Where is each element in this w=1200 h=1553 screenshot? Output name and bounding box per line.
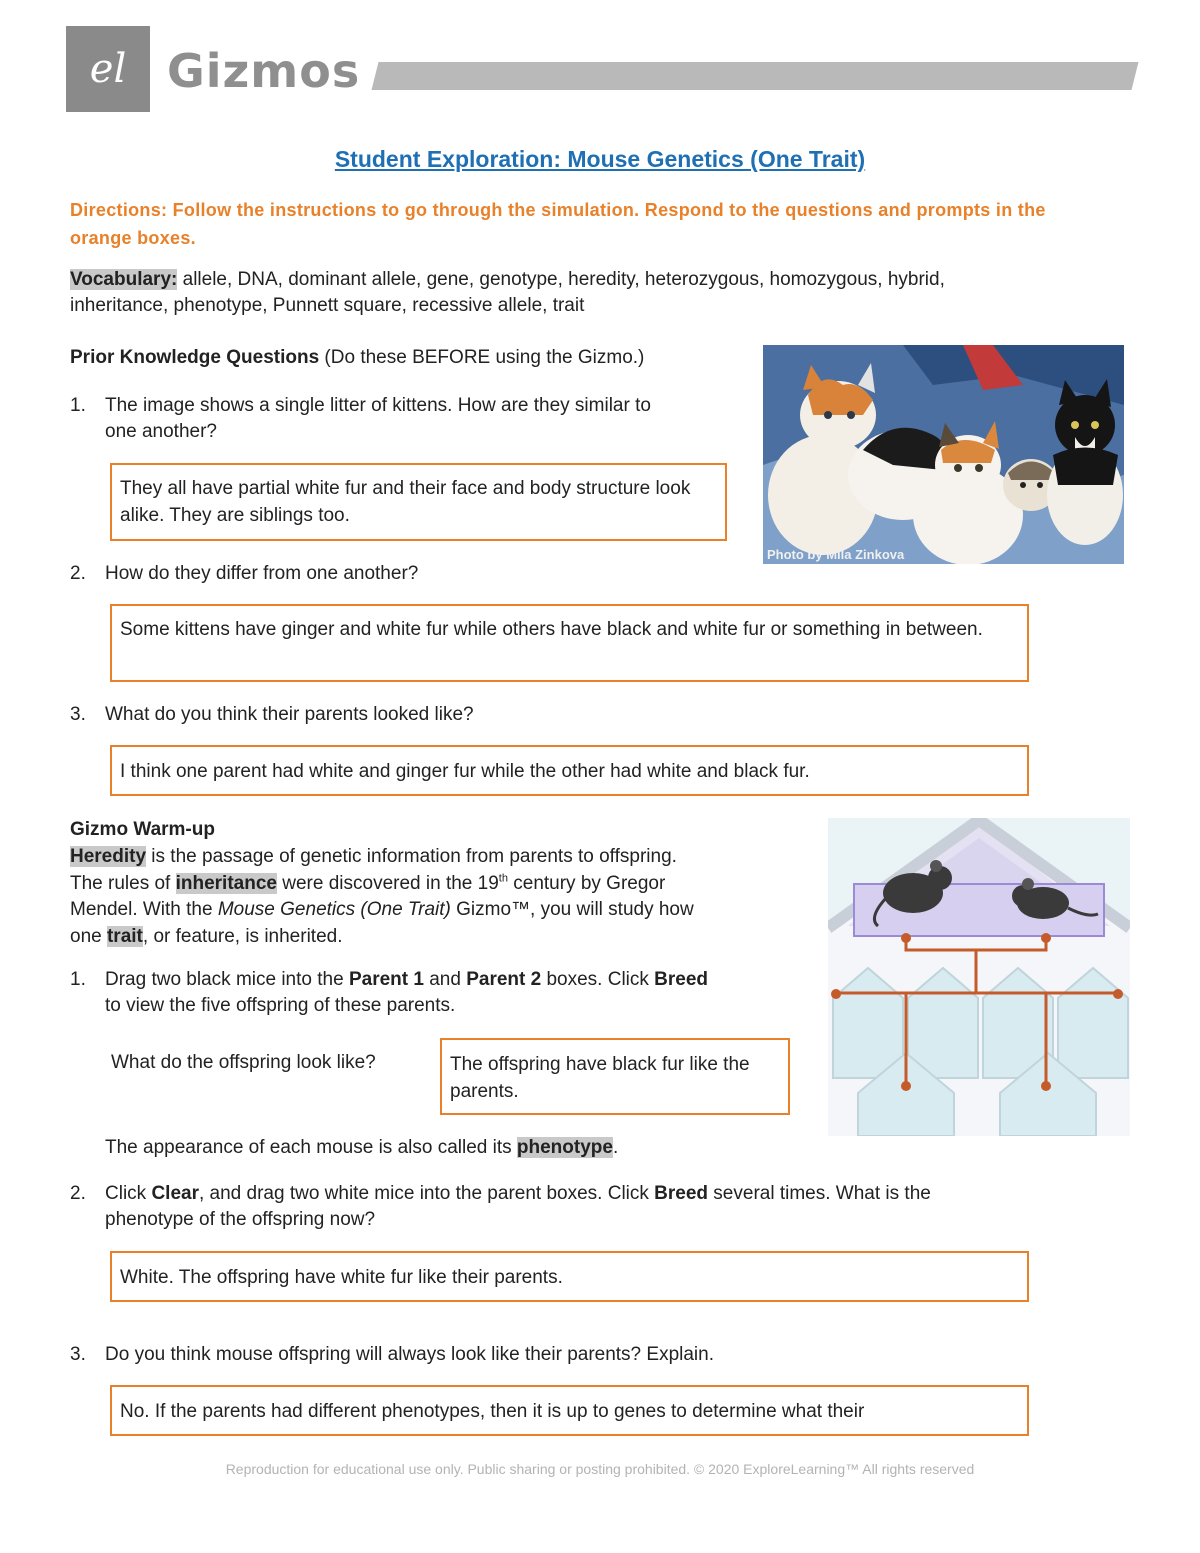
answer-box-2[interactable]: Some kittens have ginger and white fur while others have black and white fur or something in between.	[110, 604, 1029, 682]
answer-box-3[interactable]: I think one parent had white and ginger fur while the other had white and black fur.	[110, 745, 1029, 796]
question-number: 2.	[70, 1183, 86, 1204]
page-title: Student Exploration: Mouse Genetics (One Trait)	[334, 146, 866, 172]
prior-question-2: How do they differ from one another?	[105, 563, 419, 584]
vocabulary-line-1: allele, DNA, dominant allele, gene, genotype, heredity, heterozygous, homozygous, hybrid,	[177, 269, 945, 290]
answer-box-4[interactable]: The offspring have black fur like the parents.	[440, 1038, 790, 1115]
warmup-heading: Gizmo Warm-up	[70, 819, 215, 840]
question-number: 1.	[70, 969, 86, 990]
question-number: 3.	[70, 1344, 86, 1365]
question-number: 2.	[70, 563, 86, 584]
term-phenotype: phenotype	[516, 1137, 613, 1158]
directions: Directions: Follow the instructions to go through the simulation. Respond to the questions and prompts in the orange boxes.	[70, 200, 1046, 248]
brand-name: Gizmos	[167, 44, 361, 98]
mouse-genetics-diagram	[828, 818, 1130, 1136]
prior-question-1: The image shows a single litter of kittens. How are they similar to one another?	[105, 395, 651, 442]
warmup-paragraph: Heredity is the passage of genetic information from parents to offspring. The rules of inheritance were discovered in the 19th century by Gregor Mendel. With the Mouse Genetics (One Trait) Gizmo™, you will study how one trait, or feature, is inherited.	[70, 846, 694, 947]
term-trait: trait	[106, 925, 143, 947]
kittens-photo	[763, 345, 1124, 564]
question-number: 1.	[70, 395, 86, 416]
answer-box-5[interactable]: White. The offspring have white fur like their parents.	[110, 1251, 1029, 1302]
vocabulary-line-2: inheritance, phenotype, Punnett square, recessive allele, trait	[70, 295, 585, 316]
warmup-step-1-prompt: What do the offspring look like?	[111, 1052, 376, 1073]
term-inheritance: inheritance	[175, 872, 277, 894]
footer-copyright: Reproduction for educational use only. Public sharing or posting prohibited. © 2020 ExploreLearning™ All rights reserved	[225, 1461, 975, 1477]
answer-box-6[interactable]: No. If the parents had different phenotypes, then it is up to genes to determine what their	[110, 1385, 1029, 1436]
answer-box-1[interactable]: They all have partial white fur and their face and body structure look alike. They are siblings too.	[110, 463, 727, 541]
photo-credit: Photo by Mila Zinkova	[767, 547, 905, 562]
vocabulary	[70, 267, 1130, 319]
explorelearning-logo-icon: el	[89, 46, 127, 92]
phenotype-sentence: The appearance of each mouse is also called its phenotype.	[105, 1137, 619, 1158]
warmup-step-3: Do you think mouse offspring will always look like their parents? Explain.	[105, 1344, 715, 1365]
prior-question-3: What do you think their parents looked like?	[105, 704, 474, 725]
warmup-step-1: Drag two black mice into the Parent 1 and Parent 2 boxes. Click Breed to view the five offspring of these parents.	[105, 969, 709, 1016]
vocabulary-label: Vocabulary:	[70, 269, 178, 290]
warmup-step-2: Click Clear, and drag two white mice into the parent boxes. Click Breed several times. What is the phenotype of the offspring now?	[105, 1183, 931, 1230]
header-bar	[372, 62, 1139, 90]
prior-knowledge-heading: Prior Knowledge Questions (Do these BEFORE using the Gizmo.)	[70, 347, 645, 368]
term-heredity: Heredity	[70, 846, 147, 867]
question-number: 3.	[70, 704, 86, 725]
